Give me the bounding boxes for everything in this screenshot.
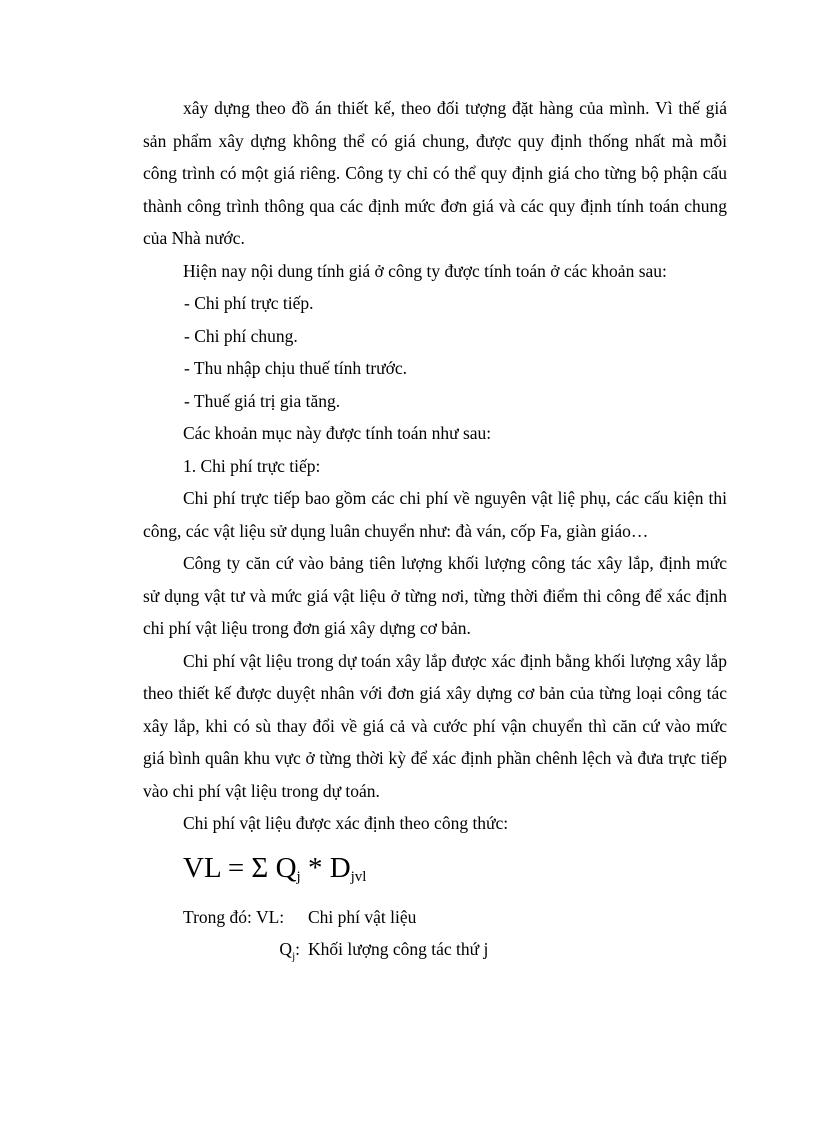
paragraph: xây dựng theo đồ án thiết kế, theo đối tượng đặt hàng của mình. Vì thế giá sản phẩm xây dựng không thể có giá chung, được quy định thống nhất mà mỗi công trình có một giá riêng. Công ty chỉ có thể quy định giá cho từng bộ phận cấu thành công trình thông qua các định mức đơn giá và các quy định tính toán chung của Nhà nước. bbox=[143, 98, 727, 248]
definition-text: Khối lượng công tác thứ j bbox=[308, 939, 489, 959]
definition-row-q bbox=[143, 933, 727, 973]
formula-q-subscript: j bbox=[296, 868, 301, 885]
paragraph: Công ty căn cứ vào bảng tiên lượng khối lượng công tác xây lắp, định mức sử dụng vật tư và mức giá vật liệu ở từng nơi, từng thời điểm thi công để xác định chi phí vật liệu trong đơn giá xây dựng cơ bản. bbox=[143, 553, 727, 638]
formula-mid: * D bbox=[300, 851, 351, 884]
list-item: - Thu nhập chịu thuế tính trước. bbox=[184, 358, 408, 378]
list-item: - Chi phí chung. bbox=[184, 325, 298, 346]
definition-lead: Trong đó: VL: bbox=[183, 906, 285, 927]
q-symbol: Q bbox=[279, 939, 293, 959]
definition-text: Chi phí vật liệu bbox=[308, 906, 417, 927]
formula-d-subscript: jvl bbox=[350, 868, 367, 885]
q-colon: : bbox=[295, 939, 300, 959]
paragraph: Chi phí trực tiếp bao gồm các chi phí về nguyên vật liệ phụ, các cấu kiện thi công, các vật liệu sử dụng luân chuyển như: đà ván, cốp Fa, giàn giáo… bbox=[143, 488, 727, 541]
cost-item-list bbox=[143, 287, 727, 417]
list-item: - Thuế giá trị gia tăng. bbox=[184, 390, 341, 411]
page-content bbox=[143, 92, 727, 973]
paragraph: Chi phí vật liệu trong dự toán xây lắp được xác định bằng khối lượng xây lắp theo thiết kế được duyệt nhân với đơn giá xây dựng cơ bản của từng loại công tác xây lắp, khi có sù thay đổi về giá cả và cước phí vận chuyển thì căn cứ vào mức giá bình quân khu vực ở từng thời kỳ để xác định phần chênh lệch và đưa trực tiếp vào chi phí vật liệu trong dự toán. bbox=[143, 650, 727, 801]
section-heading: 1. Chi phí trực tiếp: bbox=[183, 455, 321, 476]
definition-row-vl bbox=[143, 901, 727, 934]
formula bbox=[183, 850, 727, 895]
formula-intro: Chi phí vật liệu được xác định theo công thức: bbox=[183, 813, 509, 833]
paragraph: Hiện nay nội dung tính giá ở công ty được tính toán ở các khoản sau: bbox=[183, 260, 667, 281]
formula-lhs: VL = Σ Q bbox=[183, 851, 297, 884]
definition-symbol bbox=[143, 933, 308, 973]
calc-intro: Các khoản mục này được tính toán như sau: bbox=[183, 423, 492, 443]
q-subscript: j bbox=[292, 950, 296, 963]
list-item: - Chi phí trực tiếp. bbox=[184, 293, 314, 313]
